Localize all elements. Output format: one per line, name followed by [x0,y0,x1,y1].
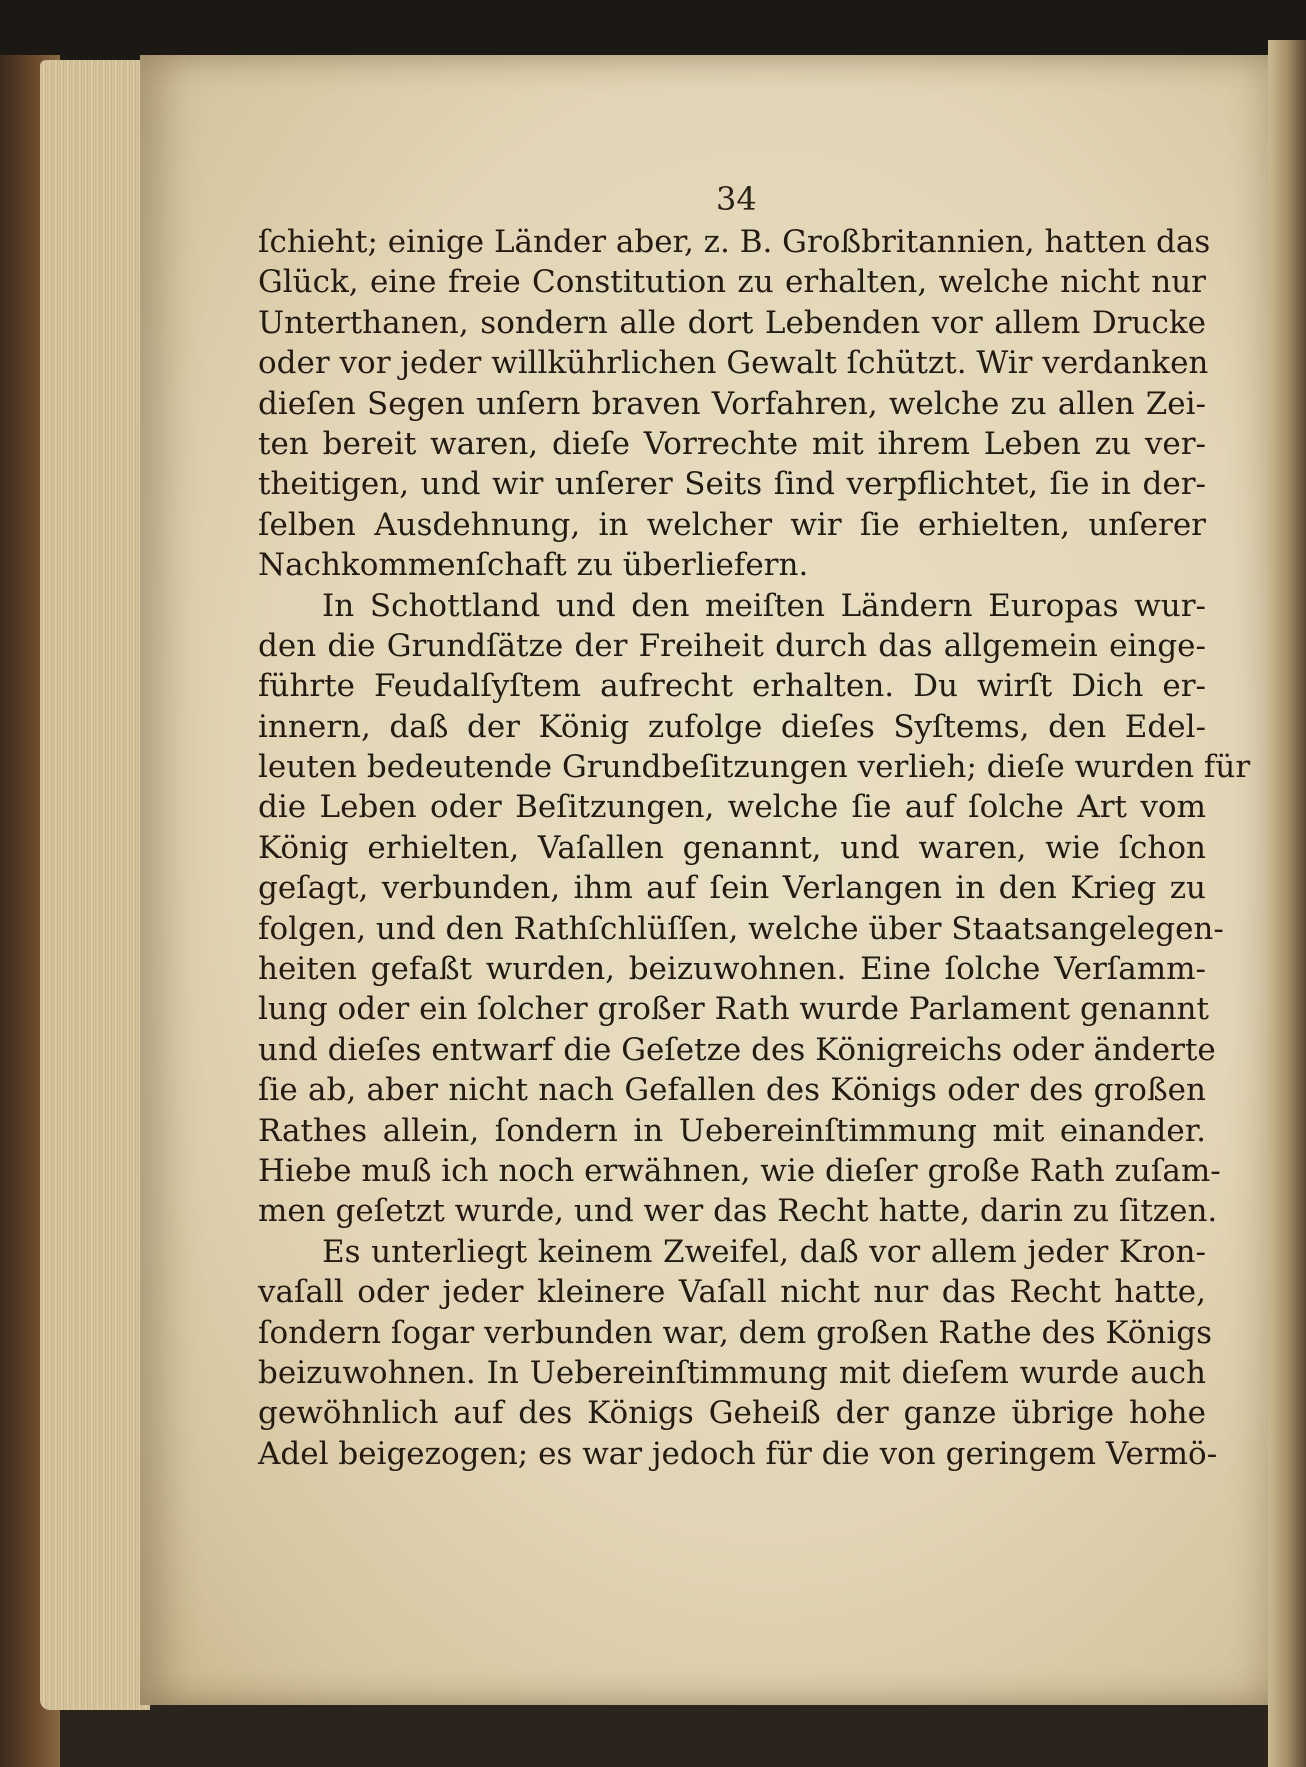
text-line: Es unterliegt keinem Zweifel, daß vor allem jeder Kron- [322,1233,1206,1270]
text-line: König erhielten, Vaſallen genannt, und waren, wie ſchon [258,829,1206,866]
text-line: ten bereit waren, dieſe Vorrechte mit ihrem Leben zu ver- [258,425,1206,462]
text-line: lung oder ein ſolcher großer Rath wurde Parlament genannt [258,991,1209,1028]
text-line: Adel beigezogen; es war jedoch für die von geringem Vermö- [258,1435,1218,1472]
text-line: oder vor jeder willkührlichen Gewalt ſchützt. Wir verdanken [258,345,1209,382]
book-gutter-right [1268,40,1306,1767]
text-line: heiten gefaßt wurden, beizuwohnen. Eine ſolche Verſamm- [258,951,1206,988]
text-line: den die Grundſätze der Freiheit durch das allgemein einge- [258,627,1206,664]
text-line: beizuwohnen. In Uebereinſtimmung mit dieſem wurde auch [258,1354,1206,1391]
text-line: ſelben Ausdehnung, in welcher wir ſie erhielten, unſerer [258,506,1206,543]
text-line: führte Feudalſyſtem aufrecht erhalten. Du wirſt Dich er- [258,668,1206,705]
text-line: Unterthanen, sondern alle dort Lebenden vor allem Drucke [258,304,1206,341]
text-line: Rathes allein, ſondern in Uebereinſtimmung mit einander. [258,1112,1206,1149]
text-line: geſagt, verbunden, ihm auf ſein Verlangen in den Krieg zu [258,870,1206,907]
text-line: leuten bedeutende Grundbeſitzungen verlieh; dieſe wurden für [258,749,1251,786]
page-stack-edges [40,60,150,1710]
text-line: ſondern ſogar verbunden war, dem großen Rathe des Königs [258,1314,1213,1351]
text-line: Glück, eine freie Constitution zu erhalten, welche nicht nur [258,264,1206,301]
text-line: vaſall oder jeder kleinere Vaſall nicht nur das Recht hatte, [258,1274,1206,1311]
text-line: theitigen, und wir unſerer Seits ſind verpflichtet, ſie in der- [258,466,1206,503]
text-line: die Leben oder Beſitzungen, welche ſie auf ſolche Art vom [258,789,1206,826]
text-line: folgen, und den Rathſchlüſſen, welche über Staatsangelegen- [258,910,1224,947]
text-line: Nachkommenſchaft zu überliefern. [258,547,809,584]
text-line: gewöhnlich auf des Königs Geheiß der ganze übrige hohe [258,1395,1206,1432]
text-line: ſie ab, aber nicht nach Gefallen des Königs oder des großen [258,1072,1206,1109]
text-line: In Schottland und den meiſten Ländern Europas wur- [322,587,1206,624]
text-line: und dieſes entwarf die Geſetze des Königreichs oder änderte [258,1031,1216,1068]
text-line: dieſen Segen unſern braven Vorfahren, welche zu allen Zei- [258,385,1206,422]
text-line: innern, daß der König zufolge dieſes Syſtems, den Edel- [258,708,1206,745]
text-line: ſchieht; einige Länder aber, z. B. Großbritannien, hatten das [258,224,1211,260]
page-number: 34 [716,180,757,218]
text-line: men geſetzt wurde, und wer das Recht hatte, darin zu ſitzen. [258,1193,1218,1230]
body-text [258,222,1251,1474]
text-line: Hiebe muß ich noch erwähnen, wie dieſer große Rath zuſam- [258,1152,1221,1189]
